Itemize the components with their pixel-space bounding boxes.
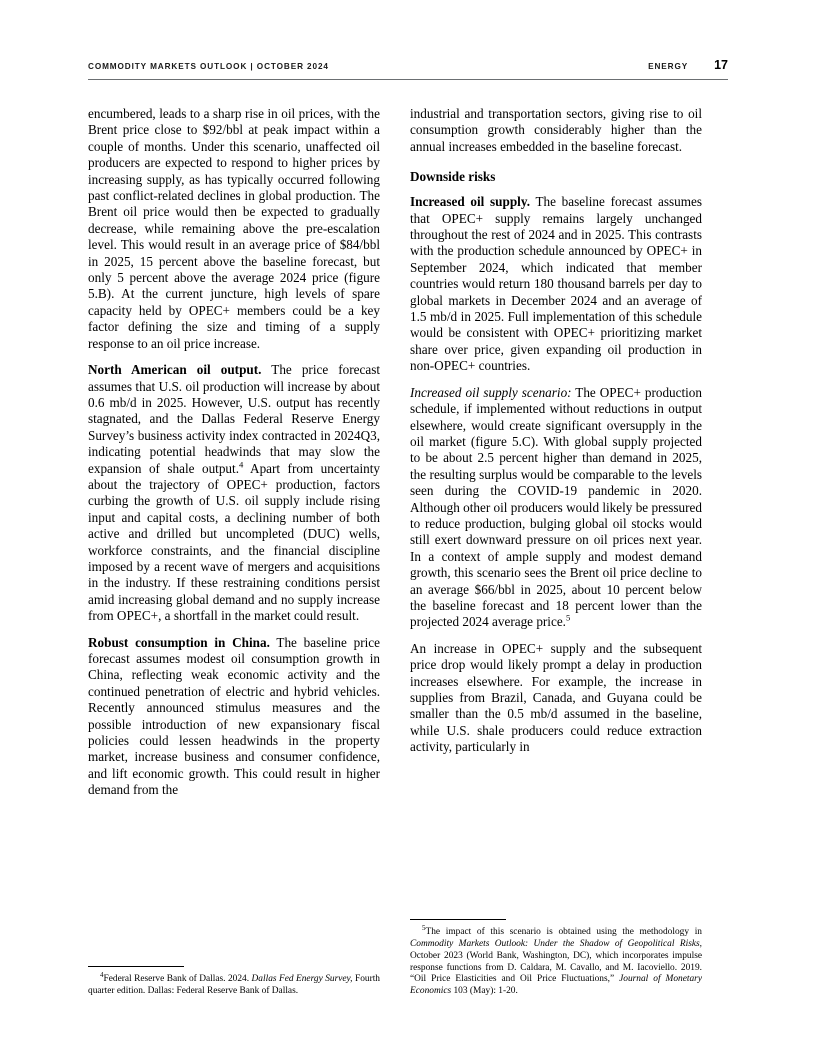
paragraph-robust-consumption-china: [88, 635, 380, 799]
footnote-italic-1: Dallas Fed Energy Survey,: [251, 974, 353, 985]
footnote-number: 5: [422, 924, 426, 933]
paragraph-text: The OPEC+ production schedule, if implemented without reductions in output elsewhere, would create significant oversupply in the oil market (figure 5.C). With global supply projected to be about 2.5 percent higher than demand in 2025, the resulting surplus would be comparable to the levels seen during the COVID-19 pandemic in 2020. Although other oil producers would likely be pressured to reduce production, bulging global oil stocks would still exert downward pressure on oil prices next year. In a context of ample supply and modest demand growth, this scenario sees the Brent oil price decline to an average $66/bbl in 2025, about 10 percent below the baseline forecast and 18 percent lower than the projected 2024 average price.: [410, 384, 702, 630]
paragraph-text: An increase in OPEC+ supply and the subsequent price drop would likely prompt a delay in production increases elsewhere. For example, the increase in supplies from Brazil, Canada, and Guyana could be smaller than the 0.5 mb/d assumed in the baseline, while U.S. shale producers could reduce extraction activity, particularly in: [410, 640, 702, 755]
footnote-text-1: Federal Reserve Bank of Dallas. 2024.: [103, 974, 252, 985]
footnote-italic-2: Journal of Monetary Economics: [410, 974, 702, 997]
paragraph-continuation: [88, 106, 380, 352]
footnote-5: [410, 924, 702, 998]
paragraph-lead-in: Increased oil supply.: [410, 194, 530, 210]
running-head: [88, 58, 728, 80]
right-column: [410, 106, 702, 1001]
paragraph-continuation-right: [410, 106, 702, 155]
paragraph-lead-in-italic: Increased oil supply scenario:: [410, 384, 572, 400]
right-column-body: [410, 106, 702, 913]
footnote-marker-4[interactable]: 4: [239, 459, 244, 470]
paragraph-lead-in: North American oil output.: [88, 362, 262, 378]
page-number: 17: [714, 58, 728, 72]
paragraph-increased-oil-supply: [410, 194, 702, 374]
paragraph-lead-in: Robust consumption in China.: [88, 634, 270, 650]
paragraph-text: encumbered, leads to a sharp rise in oil prices, with the Brent price close to $92/bbl at peak impact within a couple of months. Under this scenario, unaffected oil producers are expected to respond to higher prices by increasing supply, as has typically occurred following past conflict-related declines in global production. The Brent oil price would then be expected to gradually decrease, while remaining above the pre-escalation level. This would result in an average price of $84/bbl in 2025, 15 percent above the baseline forecast, but only 5 percent above the average 2024 price (figure 5.B). At the current juncture, high levels of spare capacity held by OPEC+ members could be a key factor defining the size and timing of a supply response to an oil price increase.: [88, 106, 380, 351]
running-head-right: [648, 58, 728, 72]
paragraph-north-american-oil-output: [88, 362, 380, 625]
footnote-text-1: The impact of this scenario is obtained using the methodology in: [425, 927, 702, 938]
paragraph-text-after: Apart from uncertainty about the trajectory of OPEC+ production, factors curbing the growth of U.S. oil supply include rising input and capital costs, a declining number of both active and drilled but uncompleted (DUC) wells, workforce constraints, and the financial discipline imposed by a recent wave of mergers and acquisitions in the industry. If these restraining conditions persist amid increasing global demand and no supply increase from OPEC+, a shortfall in the market could result.: [88, 460, 380, 624]
paragraph-text: The price forecast assumes that U.S. oil production will increase by about 0.6 mb/d in 2025. However, U.S. output has recently stagnated, and the Dallas Federal Reserve Energy Survey’s business activity index contracted in 2024Q3, indicating potential headwinds that may slow the expansion of shale output.: [88, 362, 380, 476]
paragraph-text: The baseline price forecast assumes modest oil consumption growth in China, reflecting weak economic activity and the continued penetration of electric and hybrid vehicles. Recently announced stimulus measures and the possible introduction of new expansionary fiscal policies could lessen headwinds in the property market, increase business and consumer confidence, and lift economic growth. This could result in higher demand from the: [88, 634, 380, 798]
section-heading-downside-risks: Downside risks: [410, 169, 496, 185]
left-footnotes: [88, 960, 380, 1001]
paragraph-text: industrial and transportation sectors, giving rise to oil consumption growth considerably higher than the annual increases embedded in the baseline forecast.: [410, 106, 702, 154]
footnote-4: [88, 971, 380, 998]
left-column-body: [88, 106, 380, 960]
running-head-title: COMMODITY MARKETS OUTLOOK | OCTOBER 2024: [88, 62, 329, 71]
right-footnotes: [410, 913, 702, 1001]
footnote-number: 4: [100, 971, 104, 980]
footnote-marker-5[interactable]: 5: [565, 612, 571, 623]
footnote-rule: [410, 919, 506, 920]
footnote-italic-1: Commodity Markets Outlook: Under the Shadow of Geopolitical Risks,: [410, 939, 702, 950]
paragraph-opec-supply-increase: [410, 641, 702, 756]
paragraph-increased-oil-supply-scenario: [410, 385, 702, 631]
footnote-rule: [88, 966, 184, 967]
footnote-text-3: 103 (May): 1-20.: [451, 986, 518, 997]
paragraph-text: The baseline forecast assumes that OPEC+ supply remains largely unchanged throughout the rest of 2024 and in 2025. This contrasts with the production schedule announced by OPEC+ in September 2024, which indicated that member countries would return 180 thousand barrels per day to global markets in December 2024 and an average of 1.5 mb/d in 2025. Full implementation of this schedule would be consistent with OPEC+ prioritizing market share over price, given expanding oil production in non-OPEC+ countries.: [410, 194, 702, 374]
two-column-body: [88, 106, 728, 1001]
left-column: [88, 106, 380, 1001]
footnote-text-2: October 2023 (World Bank, Washington, DC), which incorporates impulse response functions from D. Caldara, M. Cavallo, and M. Iacoviello. 2019. “Oil Price Elasticities and Oil Price Fluctuations,”: [410, 950, 702, 985]
footnote-text-2: Fourth quarter edition. Dallas: Federal Reserve Bank of Dallas.: [88, 974, 380, 997]
running-head-section: ENERGY: [648, 62, 689, 71]
